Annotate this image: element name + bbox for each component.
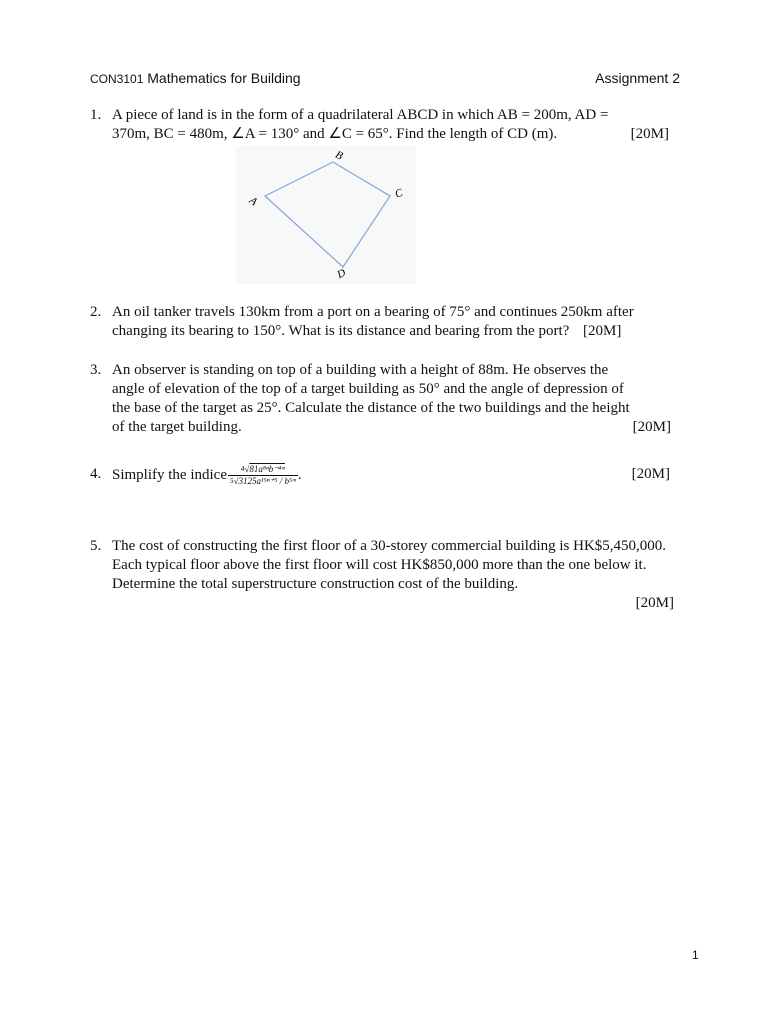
root-index: 5 bbox=[229, 477, 234, 485]
question-1 bbox=[90, 106, 702, 144]
question-text-line: An oil tanker travels 130km from a port on a bearing of 75° and continues 250km after bbox=[112, 304, 634, 320]
question-number: 2. bbox=[90, 304, 102, 320]
question-number: 5. bbox=[90, 538, 102, 554]
course-code: CON3101 bbox=[90, 72, 144, 86]
question-text-line: Each typical floor above the first floor will cost HK$850,000 more than the one below it. bbox=[112, 557, 647, 573]
fraction-denominator: $^5$√3125a¹⁵ⁿ⁺⁵ / b⁵ᵐ bbox=[229, 476, 296, 486]
vertex-label-c: C bbox=[393, 186, 405, 201]
question-5 bbox=[90, 537, 702, 613]
question-text-line: changing its bearing to 150°. What is its distance and bearing from the port? bbox=[112, 323, 570, 339]
question-text-line: An observer is standing on top of a building with a height of 88m. He observes the bbox=[112, 362, 609, 378]
question-marks: [20M] bbox=[631, 466, 670, 482]
course-heading bbox=[90, 70, 301, 86]
assignment-title: Assignment 2 bbox=[595, 70, 680, 86]
question-marks: [20M] bbox=[635, 595, 674, 611]
question-text-line: A piece of land is in the form of a quadrilateral ABCD in which AB = 200m, AD = bbox=[112, 107, 609, 123]
question-end-mark: . bbox=[297, 466, 302, 483]
vertex-label-b: B bbox=[333, 148, 345, 163]
quadrilateral-shape bbox=[265, 162, 390, 267]
indices-fraction bbox=[228, 464, 298, 487]
question-marks: [20M] bbox=[632, 419, 671, 435]
question-4 bbox=[90, 464, 702, 487]
question-text-line: 370m, BC = 480m, ∠A = 130° and ∠C = 65°. Find the length of CD (m). bbox=[112, 126, 558, 142]
numerator-expression: 81a⁸ⁿb⁻⁴ᵐ bbox=[249, 464, 285, 474]
fraction-numerator: $^4$√81a⁸ⁿb⁻⁴ᵐ bbox=[228, 464, 298, 476]
question-3 bbox=[90, 361, 702, 437]
question-text-line: the base of the target as 25°. Calculate the distance of the two buildings and the height bbox=[112, 400, 630, 416]
question-text-line: of the target building. bbox=[112, 419, 242, 435]
quadrilateral-figure bbox=[236, 146, 416, 284]
vertex-label-d: D bbox=[335, 266, 348, 282]
root-index: 4 bbox=[240, 465, 245, 473]
question-text: Simplify the indice bbox=[112, 466, 227, 483]
question-text-line: Determine the total superstructure construction cost of the building. bbox=[112, 576, 519, 592]
question-number: 3. bbox=[90, 362, 102, 378]
question-2 bbox=[90, 303, 702, 341]
question-number: 1. bbox=[90, 107, 102, 123]
denominator-expression: 3125a¹⁵ⁿ⁺⁵ / b⁵ᵐ bbox=[238, 476, 296, 486]
question-text-line: angle of elevation of the top of a target building as 50° and the angle of depression of bbox=[112, 381, 624, 397]
question-marks: [20M] bbox=[583, 323, 622, 339]
question-marks: [20M] bbox=[630, 126, 669, 142]
page-number: 1 bbox=[692, 948, 699, 962]
question-number: 4. bbox=[90, 466, 102, 482]
question-text-line: The cost of constructing the first floor of a 30-storey commercial building is HK$5,450,000. bbox=[112, 538, 667, 554]
vertex-label-a: A bbox=[247, 194, 260, 209]
quadrilateral-diagram bbox=[236, 146, 416, 284]
course-title: Mathematics for Building bbox=[147, 70, 301, 86]
